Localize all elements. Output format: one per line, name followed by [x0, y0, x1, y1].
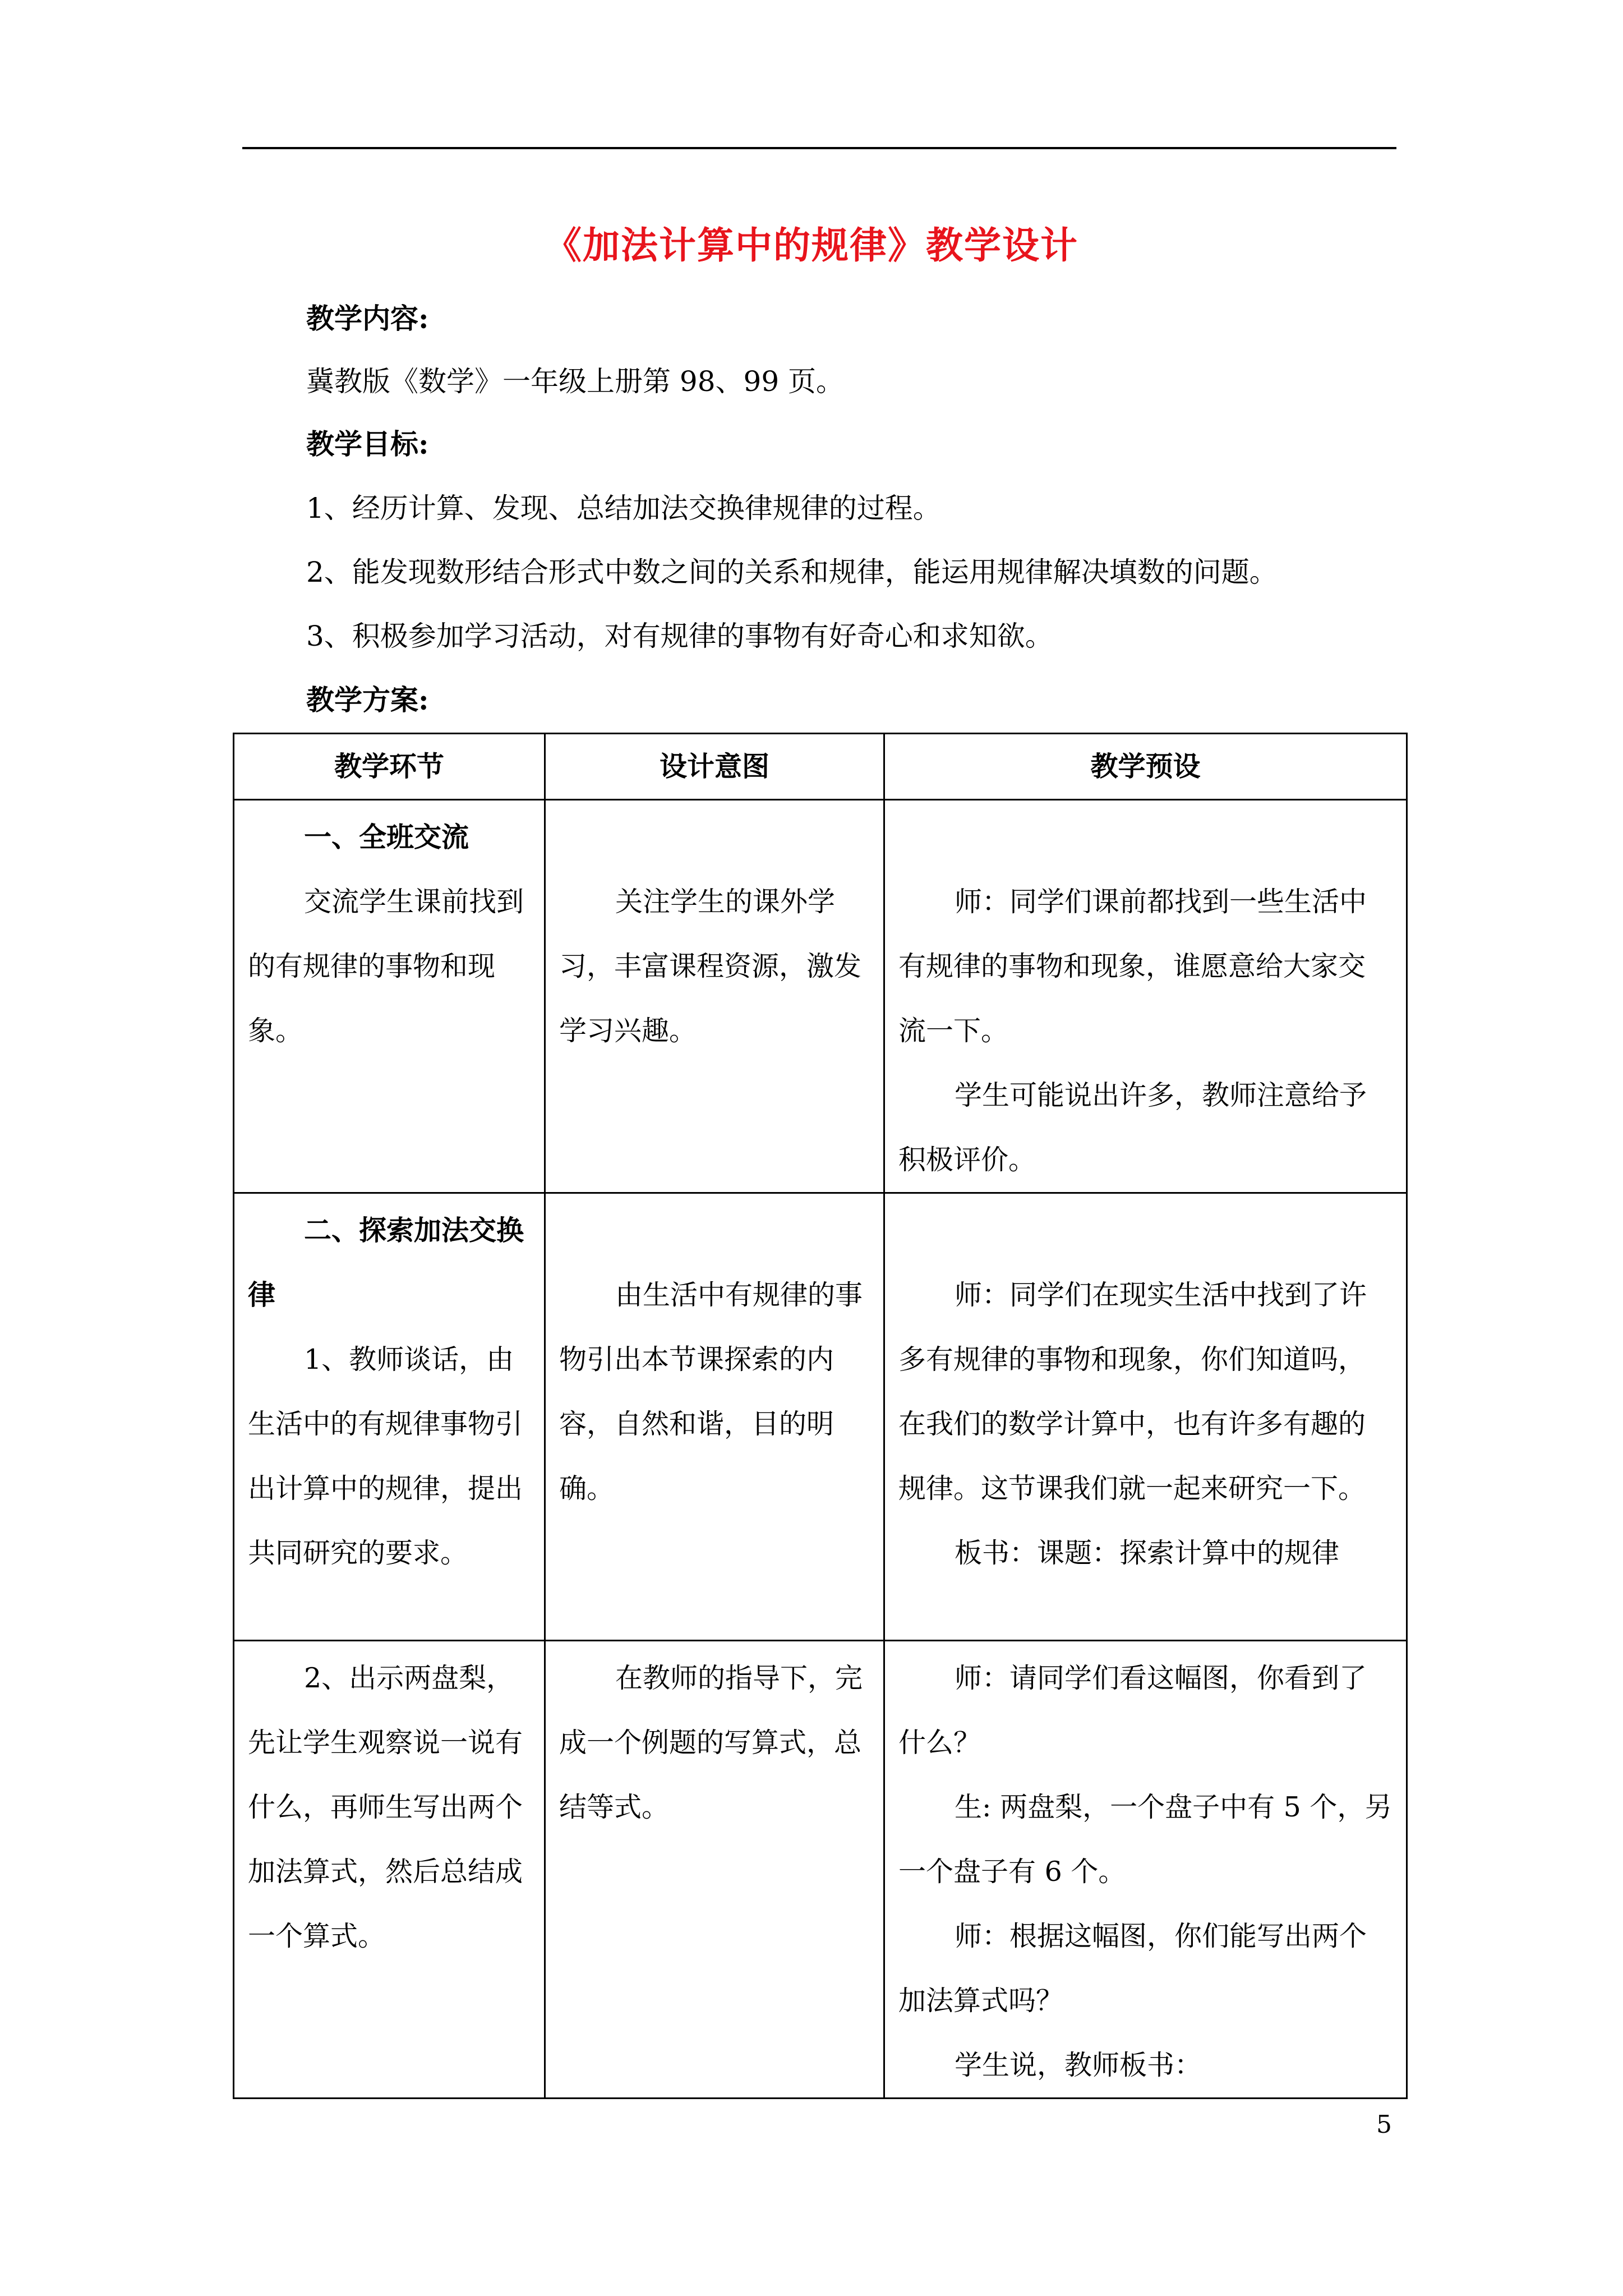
- preset-cell: [884, 800, 1407, 1193]
- stage-cell: [234, 800, 545, 1193]
- preset-cell: [884, 1641, 1407, 2099]
- preset-cell: [884, 1193, 1407, 1641]
- intent-text: 由生活中有规律的事物引出本节课探索的内容，自然和谐，目的明确。: [559, 1279, 863, 1504]
- intent-cell: [545, 1193, 884, 1641]
- intent-text: 在教师的指导下，完成一个例题的写算式，总结等式。: [559, 1662, 863, 1823]
- document-title: 《加法计算中的规律》教学设计: [545, 223, 1078, 267]
- intent-cell: [545, 800, 884, 1193]
- preset-text-2: 生: 两盘梨，一个盘子中有 5 个，另一个盘子有 6 个。: [898, 1791, 1393, 1888]
- goal-line-1: 1、经历计算、发现、总结加法交换律规律的过程。: [306, 492, 941, 524]
- table-row: [234, 800, 1407, 1193]
- section-heading-plan: 教学方案:: [306, 683, 429, 716]
- preset-text-1: 师：请同学们看这幅图，你看到了什么？: [898, 1662, 1367, 1759]
- header-preset: 教学预设: [884, 734, 1407, 800]
- header-stage: 教学环节: [234, 734, 545, 800]
- intent-cell: [545, 1641, 884, 2099]
- stage-cell: [234, 1193, 545, 1641]
- header-rule: [242, 147, 1396, 149]
- goal-line-3: 3、积极参加学习活动，对有规律的事物有好奇心和求知欲。: [306, 620, 1053, 652]
- page-number: 5: [1376, 2110, 1392, 2139]
- stage-cell: [234, 1641, 545, 2099]
- table-row: [234, 1193, 1407, 1641]
- stage-text: 1、教师谈话，由生活中的有规律事物引出计算中的规律，提出共同研究的要求。: [248, 1343, 523, 1569]
- stage-text: 2、出示两盘梨，先让学生观察说一说有什么，再师生写出两个加法算式，然后总结成一个算式。: [248, 1662, 523, 1952]
- header-intent: 设计意图: [545, 734, 884, 800]
- preset-text-1: 师：同学们课前都找到一些生活中有规律的事物和现象，谁愿意给大家交流一下。: [898, 886, 1367, 1047]
- preset-text-1: 师：同学们在现实生活中找到了许多有规律的事物和现象，你们知道吗，在我们的数学计算中，也有许多有趣的规律。这节课我们就一起来研究一下。: [898, 1279, 1367, 1504]
- preset-text-2: 学生可能说出许多，教师注意给予积极评价。: [898, 1079, 1367, 1176]
- section-heading-goals: 教学目标:: [306, 427, 429, 461]
- table-header-row: [234, 734, 1407, 800]
- goal-line-2: 2、能发现数形结合形式中数之间的关系和规律，能运用规律解决填数的问题。: [306, 556, 1278, 588]
- stage-title: 二、探索加法交换律: [248, 1214, 524, 1311]
- preset-text-2: 板书：课题：探索计算中的规律: [955, 1537, 1340, 1569]
- section-heading-content: 教学内容:: [306, 302, 429, 335]
- section-line-content: 冀教版《数学》一年级上册第 98、99 页。: [306, 365, 845, 398]
- preset-text-4: 学生说，教师板书：: [955, 2049, 1202, 2081]
- plan-table: [233, 733, 1408, 2099]
- preset-text-3: 师：根据这幅图，你们能写出两个加法算式吗？: [898, 1920, 1367, 2017]
- stage-text: 交流学生课前找到的有规律的事物和现象。: [248, 886, 524, 1047]
- stage-title: 一、全班交流: [304, 821, 469, 853]
- intent-text: 关注学生的课外学习，丰富课程资源，激发学习兴趣。: [559, 886, 862, 1047]
- table-row: [234, 1641, 1407, 2099]
